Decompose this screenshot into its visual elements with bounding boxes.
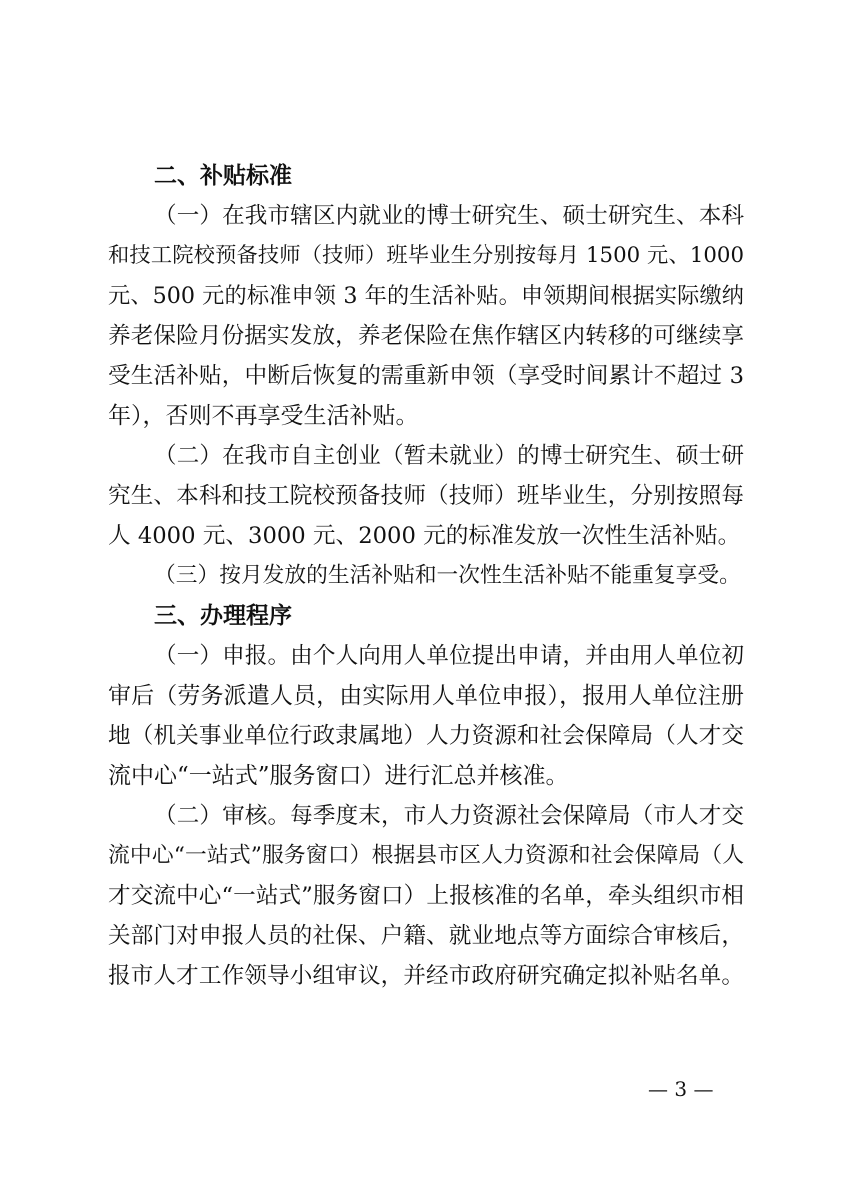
paragraph-line: 年），否则不再享受生活补贴。 — [108, 403, 419, 429]
paragraph-line: 究生、本科和技工院校预备技师（技师）班毕业生，分别按照每 — [108, 483, 744, 509]
paragraph-line: 流中心“一站式”服务窗口）进行汇总并核准。 — [108, 763, 569, 789]
paragraph-line: 关部门对申报人员的社保、户籍、就业地点等方面综合审核后， — [108, 923, 744, 949]
paragraph-line: 报市人才工作领导小组审议，并经市政府研究确定拟补贴名单。 — [108, 963, 744, 989]
paragraph-line: 审后（劳务派遣人员，由实际用人单位申报），报用人单位注册 — [108, 683, 744, 709]
paragraph-line: 和技工院校预备技师（技师）班毕业生分别按每月 1500 元、1000 — [108, 243, 744, 268]
section-heading-procedure: 三、办理程序 — [154, 603, 292, 629]
section-heading-subsidy-standard: 二、补贴标准 — [154, 163, 292, 189]
page-number: — 3 — — [648, 1077, 714, 1101]
paragraph-line: （二）审核。每季度末，市人力资源社会保障局（市人才交 — [154, 803, 744, 829]
paragraph-line: 流中心“一站式”服务窗口）根据县市区人力资源和社会保障局（人 — [108, 843, 744, 868]
paragraph-line: 地（机关事业单位行政隶属地）人力资源和社会保障局（人才交 — [108, 723, 744, 749]
paragraph-line: 人 4000 元、3000 元、2000 元的标准发放一次性生活补贴。 — [108, 523, 741, 549]
document-page — [108, 156, 744, 996]
paragraph-line: 养老保险月份据实发放，养老保险在焦作辖区内转移的可继续享 — [108, 323, 744, 349]
paragraph-line: （一）申报。由个人向用人单位提出申请，并由用人单位初 — [154, 643, 744, 669]
paragraph-line: 元、500 元的标准申领 3 年的生活补贴。申领期间根据实际缴纳 — [108, 283, 744, 309]
paragraph-line: （三）按月发放的生活补贴和一次性生活补贴不能重复享受。 — [154, 563, 741, 588]
paragraph-line: 才交流中心“一站式”服务窗口）上报核准的名单，牵头组织市相 — [108, 883, 744, 909]
paragraph-line: （二）在我市自主创业（暂未就业）的博士研究生、硕士研 — [154, 443, 744, 469]
paragraph-line: （一）在我市辖区内就业的博士研究生、硕士研究生、本科 — [154, 203, 744, 229]
paragraph-line: 受生活补贴，中断后恢复的需重新申领（享受时间累计不超过 3 — [108, 363, 744, 389]
